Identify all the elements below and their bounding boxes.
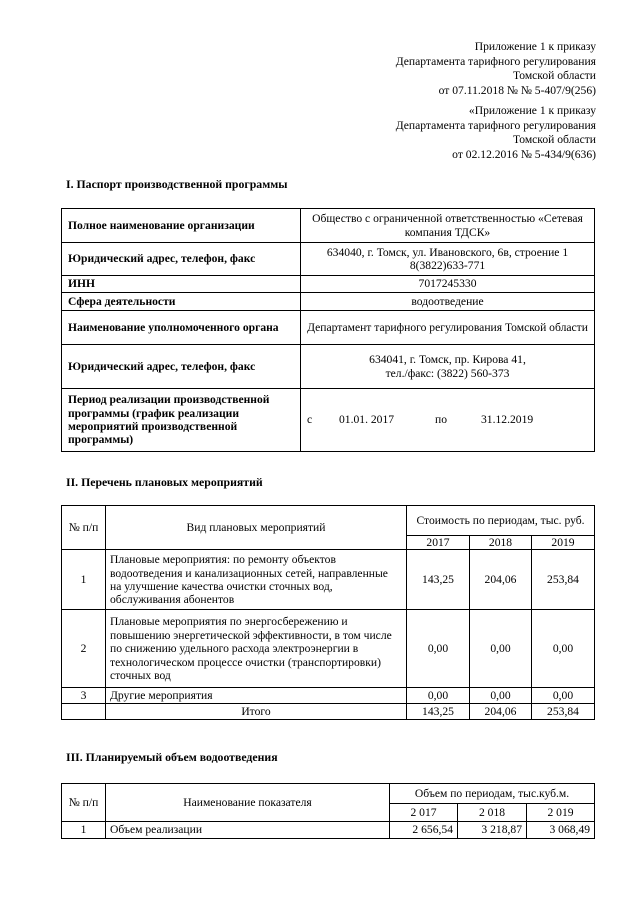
row-number: 1 (62, 822, 106, 839)
year-header: 2017 (407, 536, 470, 550)
activity-name: Плановые мероприятия: по ремонту объектов водоотведения и канализационных сетей, направленные на улучшение качества очистки сточных вод, обслуживания абонентов (106, 550, 407, 610)
section-title-volume: III. Планируемый объем водоотведения (66, 750, 278, 764)
period-from-word: с (307, 413, 313, 427)
table-row (62, 345, 595, 389)
row-label: Наименование уполномоченного органа (62, 311, 301, 345)
table-header-row (62, 506, 595, 536)
address-line: 634041, г. Томск, пр. Кирова 41, (369, 353, 526, 367)
row-value: 7017245330 (301, 276, 595, 293)
header-line: Департамента тарифного регулирования (395, 54, 596, 68)
table-row (62, 311, 595, 345)
header-line: Приложение 1 к приказу (474, 40, 596, 53)
header-line: от 07.11.2018 № № 5-407/9(256) (438, 83, 596, 97)
appendix-header-current (276, 40, 596, 98)
period-value (301, 389, 595, 452)
col-header-volume: Объем по периодам, тыс.куб.м. (390, 784, 595, 804)
table-row (62, 610, 595, 688)
cost-value: 204,06 (470, 550, 532, 610)
section-title-activities: II. Перечень плановых мероприятий (66, 475, 263, 489)
activities-table (61, 505, 595, 720)
year-header: 2018 (470, 536, 532, 550)
cost-value: 0,00 (470, 688, 532, 704)
cost-value: 0,00 (407, 688, 470, 704)
table-row (62, 550, 595, 610)
row-label: Юридический адрес, телефон, факс (62, 345, 301, 389)
cost-value: 0,00 (407, 610, 470, 688)
period-from-date: 01.01. 2017 (339, 413, 395, 427)
cost-value: 253,84 (532, 550, 595, 610)
cost-value: 0,00 (532, 688, 595, 704)
year-header: 2 017 (390, 804, 458, 822)
activity-name: Другие мероприятия (106, 688, 407, 704)
total-value: 253,84 (532, 704, 595, 720)
row-number: 2 (62, 610, 106, 688)
table-header-row (62, 784, 595, 804)
empty-cell (62, 704, 106, 720)
cost-value: 0,00 (470, 610, 532, 688)
header-line: от 02.12.2016 № 5-434/9(636) (452, 147, 596, 161)
cost-value: 0,00 (532, 610, 595, 688)
row-number: 1 (62, 550, 106, 610)
row-value: Общество с ограниченной ответственностью «Сетевая компания ТДСК» (301, 209, 595, 243)
total-label: Итого (106, 704, 407, 720)
col-header-number: № п/п (62, 506, 106, 550)
col-header-cost: Стоимость по периодам, тыс. руб. (407, 506, 595, 536)
passport-table (61, 208, 595, 452)
table-total-row (62, 704, 595, 720)
row-label: Юридический адрес, телефон, факс (62, 243, 301, 276)
volume-value: 3 068,49 (527, 822, 595, 839)
appendix-header-previous (276, 104, 596, 162)
total-value: 204,06 (470, 704, 532, 720)
row-label: ИНН (62, 276, 301, 293)
year-header: 2 018 (458, 804, 527, 822)
header-line: «Приложение 1 к приказу (468, 104, 596, 117)
table-row (62, 822, 595, 839)
activity-name: Плановые мероприятия по энергосбережению и повышению энергетической эффективности, в том числе по снижению удельного расхода электроэнергии в технологическом процессе очистки (транспортировки) сточных вод (106, 610, 407, 688)
table-row (62, 243, 595, 276)
row-value (301, 345, 595, 389)
col-header-activity: Вид плановых мероприятий (106, 506, 407, 550)
period-to-word: по (435, 413, 448, 427)
year-header: 2 019 (527, 804, 595, 822)
col-header-indicator: Наименование показателя (106, 784, 390, 822)
row-number: 3 (62, 688, 106, 704)
volume-value: 2 656,54 (390, 822, 458, 839)
indicator-name: Объем реализации (106, 822, 390, 839)
volume-table (61, 783, 595, 839)
cost-value: 143,25 (407, 550, 470, 610)
col-header-number: № п/п (62, 784, 106, 822)
header-line: Томской области (513, 69, 596, 82)
header-line: Департамента тарифного регулирования (395, 118, 596, 132)
table-row (62, 293, 595, 311)
table-row (62, 209, 595, 243)
row-value: 634040, г. Томск, ул. Ивановского, 6в, строение 1 8(3822)633-771 (301, 243, 595, 276)
row-label: Сфера деятельности (62, 293, 301, 311)
table-row (62, 276, 595, 293)
row-value: водоотведение (301, 293, 595, 311)
row-label: Полное наименование организации (62, 209, 301, 243)
row-value: Департамент тарифного регулирования Томской области (301, 311, 595, 345)
table-row (62, 389, 595, 452)
table-row (62, 688, 595, 704)
phone-line: тел./факс: (3822) 560-373 (385, 366, 510, 380)
section-title-passport: I. Паспорт производственной программы (66, 177, 288, 191)
header-line: Томской области (513, 133, 596, 146)
year-header: 2019 (532, 536, 595, 550)
period-to-date: 31.12.2019 (481, 413, 534, 427)
total-value: 143,25 (407, 704, 470, 720)
volume-value: 3 218,87 (458, 822, 527, 839)
row-label: Период реализации производственной программы (график реализации мероприятий производственной программы) (62, 389, 301, 452)
